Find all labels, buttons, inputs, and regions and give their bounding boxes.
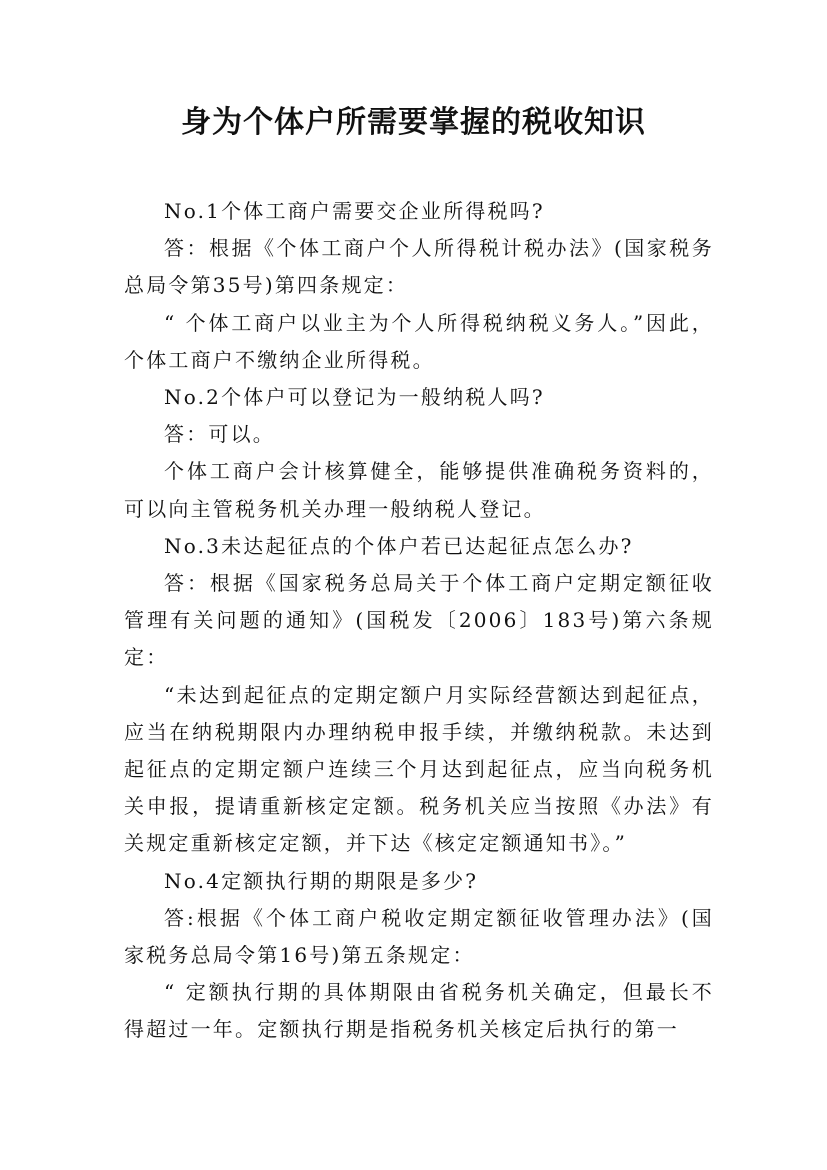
paragraph-a2: 答：可以。 — [164, 422, 275, 447]
paragraph-a1-intro: 答：根据《个体工商户个人所得税计税办法》(国家税务总局令第35号)第四条规定： — [124, 236, 714, 298]
document-title: 身为个体户所需要掌握的税收知识 — [181, 105, 646, 140]
paragraph-a3-quote: “未达到起征点的定期定额户月实际经营额达到起征点，应当在纳税期限内办理纳税申报手续，并缴纳税款。未达到起征点的定期定额户连续三个月达到起征点，应当向税务机关申报，提请重新核定定额。税务机关应当按照《办法》有关规定重新核定定额，并下达《核定定额通知书》。” — [124, 682, 714, 856]
paragraph-a4-intro: 答:根据《个体工商户税收定期定额征收管理办法》(国家税务总局令第16号)第五条规定： — [124, 905, 714, 968]
paragraph-a3-intro: 答：根据《国家税务总局关于个体工商户定期定额征收管理有关问题的通知》(国税发〔2006〕183号)第六条规定： — [124, 571, 714, 670]
paragraph-q4: No.4定额执行期的期限是多少? — [164, 868, 479, 893]
paragraph-a2-detail: 个体工商户会计核算健全，能够提供准确税务资料的，可以向主管税务机关办理一般纳税人登记。 — [124, 459, 714, 521]
paragraph-a1-quote: “ 个体工商户以业主为个人所得税纳税义务人。”因此，个体工商户不缴纳企业所得税。 — [124, 310, 714, 372]
document-body — [124, 193, 714, 1049]
paragraph-q1: No.1个体工商户需要交企业所得税吗? — [164, 199, 545, 223]
paragraph-q2: No.2个体户可以登记为一般纳税人吗? — [164, 385, 545, 410]
paragraph-q3: No.3未达起征点的个体户若已达起征点怎么办? — [164, 533, 634, 558]
paragraph-a4-quote: “ 定额执行期的具体期限由省税务机关确定，但最长不得超过一年。定额执行期是指税务机关核定后执行的第一 — [124, 980, 714, 1042]
